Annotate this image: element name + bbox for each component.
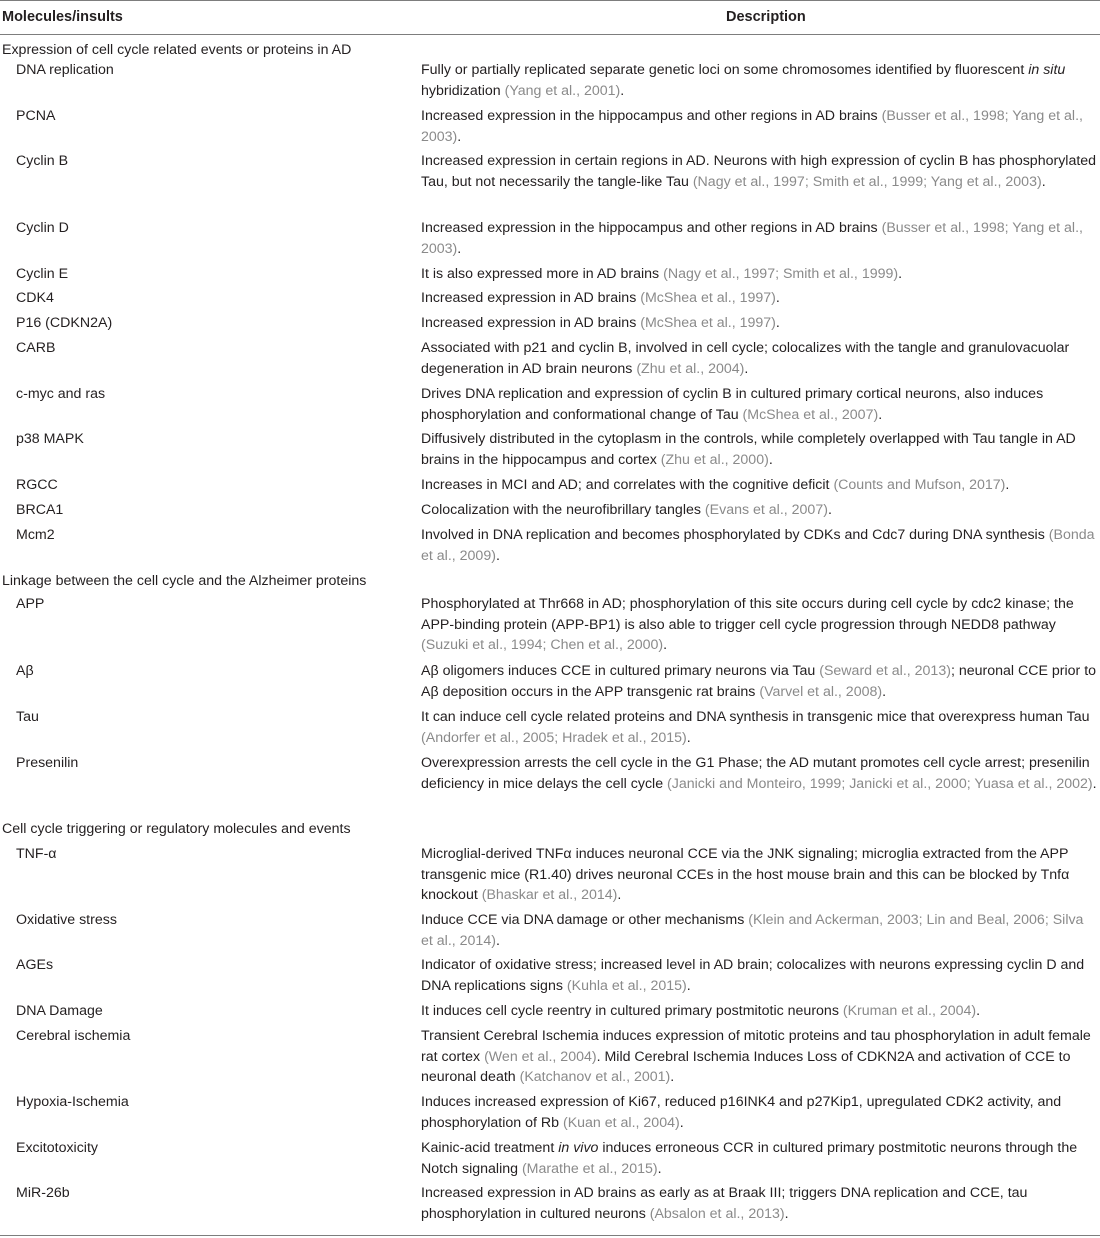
molecule-name: Cyclin E — [16, 266, 69, 282]
citation: (Nagy et al., 1997; Smith et al., 1999) — [663, 266, 899, 282]
description-text: Increased expression in AD brains — [421, 290, 641, 306]
description-text: Transient Cerebral Ischemia induces expression of mitotic proteins and tau phosphorylation in adult female rat cortex — [421, 1028, 1091, 1065]
description-text: . — [620, 82, 625, 99]
citation: (Marathe et al., 2015) — [521, 1160, 658, 1177]
description-text: . — [679, 1114, 684, 1131]
citation: (Busser et al., 1998; Yang et al., 2003) — [421, 108, 1083, 145]
description-cell — [421, 594, 1098, 656]
citation: (Andorfer et al., 2005; Hradek et al., 2015) — [421, 729, 687, 746]
molecule-name: Presenilin — [16, 755, 79, 771]
description-text: . — [617, 887, 622, 904]
description-text: . — [882, 683, 887, 700]
description-text: in situ — [1028, 62, 1066, 78]
description-text: Phosphorylated at Thr668 in AD; phosphorylation of this site occurs during cell cycle by cdc2 kinase; the APP-binding protein (APP-BP1) is also able to trigger cell cycle progression through NEDD8 pathway — [421, 596, 1074, 633]
description-text: . — [775, 290, 780, 306]
description-text: Associated with p21 and cyclin B, involved in cell cycle; colocalizes with the tangle and granulovacuolar degeneration in AD brain neurons — [421, 340, 1070, 377]
citation: (McShea et al., 1997) — [640, 315, 776, 331]
description-cell — [421, 475, 1098, 496]
column-header-molecules: Molecules/insults — [2, 9, 123, 25]
citation: (Kuan et al., 2004) — [562, 1114, 680, 1131]
molecule-name: MiR-26b — [16, 1185, 70, 1201]
citation: (Nagy et al., 1997; Smith et al., 1999; Yang et al., 2003) — [692, 173, 1042, 190]
molecule-name: RGCC — [16, 477, 58, 493]
description-text: It induces cell cycle reentry in cultured primary postmitotic neurons — [421, 1003, 843, 1019]
description-text: Involved in DNA replication and becomes phosphorylated by CDKs and Cdc7 during DNA synthesis — [421, 527, 1049, 543]
citation: (Evans et al., 2007) — [704, 502, 828, 518]
description-text: . — [768, 451, 773, 468]
molecule-name: p38 MAPK — [16, 431, 84, 447]
description-cell — [421, 313, 1098, 334]
citation: (Absalon et al., 2013) — [649, 1205, 785, 1222]
description-cell — [421, 338, 1098, 379]
description-cell — [421, 844, 1098, 906]
molecule-name: Mcm2 — [16, 527, 55, 543]
description-text: . — [457, 240, 462, 257]
description-text: in vivo — [558, 1140, 599, 1156]
molecule-name: APP — [16, 596, 45, 612]
citation: (Bhaskar et al., 2014) — [481, 887, 618, 904]
citation: (Klein and Ackerman, 2003; Lin and Beal, 2006; Silva et al., 2014) — [421, 912, 1084, 949]
description-cell — [421, 151, 1098, 192]
section-heading: Cell cycle triggering or regulatory molecules and events — [2, 821, 351, 837]
molecule-name: Cyclin B — [16, 153, 69, 169]
citation: (Varvel et al., 2008) — [759, 683, 883, 700]
description-text: ; neuronal CCE prior to Aβ deposition occurs in the APP transgenic rat brains — [421, 663, 1097, 700]
description-text: It can induce cell cycle related proteins and DNA synthesis in transgenic mice that overexpress human Tau — [421, 709, 1090, 725]
citation: (Wen et al., 2004) — [484, 1048, 597, 1065]
description-cell — [421, 1001, 1098, 1022]
citation: (Katchanov et al., 2001) — [519, 1069, 671, 1086]
description-text: . — [495, 932, 500, 949]
molecule-name: TNF-α — [16, 846, 57, 862]
description-cell — [421, 707, 1098, 748]
description-text: induces erroneous CCR in cultured primary postmitotic neurons through the Notch signaling — [421, 1140, 1078, 1177]
molecule-name: Oxidative stress — [16, 912, 117, 928]
description-text: Increases in MCI and AD; and correlates with the cognitive deficit — [421, 477, 834, 493]
citation: (Yang et al., 2001) — [504, 82, 621, 99]
citation: (Zhu et al., 2004) — [636, 360, 745, 377]
description-text: Overexpression arrests the cell cycle in the G1 Phase; the AD mutant promotes cell cycle arrest; presenilin deficiency in mice delays the cell cycle — [421, 755, 1090, 792]
section-heading: Linkage between the cell cycle and the Alzheimer proteins — [2, 573, 367, 589]
description-text: . Mild Cerebral Ischemia Induces Loss of CDKN2A and activation of CCE to neuronal death — [421, 1048, 1071, 1086]
molecule-name: Aβ — [16, 663, 34, 679]
description-text: Increased expression in certain regions in AD. Neurons with high expression of cyclin B has phosphorylated Tau, but not necessarily the tangle-like Tau — [421, 153, 1097, 190]
column-header-description: Description — [726, 9, 806, 25]
description-cell — [421, 1138, 1098, 1179]
citation: (Suzuki et al., 1994; Chen et al., 2000) — [421, 637, 664, 654]
description-text: Diffusively distributed in the cytoplasm in the controls, while completely overlapped with Tau tangle in AD brains in the hippocampus and cortex — [421, 431, 1076, 468]
molecule-name: CDK4 — [16, 290, 54, 306]
molecule-name: Cyclin D — [16, 220, 69, 236]
molecule-name: DNA replication — [16, 62, 114, 78]
description-text: Increased expression in AD brains — [421, 315, 641, 331]
description-text: Microglial-derived TNFα induces neuronal CCE via the JNK signaling; microglia extracted from the APP transgenic mice (R1.40) drives neuronal CCEs in the host mouse brain and this can be blocked by Tnfα knockout — [421, 846, 1070, 904]
molecule-name: Tau — [16, 709, 39, 725]
description-text: . — [495, 547, 500, 564]
description-cell — [421, 429, 1098, 470]
description-text: . — [686, 729, 691, 746]
description-text: Indicator of oxidative stress; increased level in AD brain; colocalizes with neurons expressing cyclin D and DNA replications signs — [421, 957, 1085, 994]
description-text: Colocalization with the neurofibrillary tangles — [421, 502, 705, 518]
description-cell — [421, 525, 1098, 566]
description-cell — [421, 60, 1098, 101]
molecule-name: Excitotoxicity — [16, 1140, 98, 1156]
citation: (Counts and Mufson, 2017) — [833, 477, 1006, 493]
top-rule — [0, 0, 1100, 1]
description-cell — [421, 910, 1098, 951]
description-cell — [421, 1026, 1098, 1088]
description-cell — [421, 955, 1098, 996]
description-text: . — [670, 1069, 675, 1086]
description-cell — [421, 1092, 1098, 1133]
description-text: . — [976, 1003, 981, 1019]
description-cell — [421, 500, 1098, 521]
description-text: . — [1041, 173, 1046, 190]
description-cell — [421, 753, 1098, 794]
citation: (McShea et al., 1997) — [640, 290, 776, 306]
citation: (Zhu et al., 2000) — [660, 451, 769, 468]
bottom-rule — [0, 1235, 1100, 1236]
molecule-name: BRCA1 — [16, 502, 64, 518]
description-text: Induces increased expression of Ki67, reduced p16INK4 and p27Kip1, upregulated CDK2 activity, and phosphorylation of Rb — [421, 1094, 1062, 1131]
molecule-name: P16 (CDKN2A) — [16, 315, 113, 331]
description-cell — [421, 1183, 1098, 1224]
description-text: . — [657, 1160, 662, 1177]
description-cell — [421, 288, 1098, 309]
citation: (Janicki and Monteiro, 1999; Janicki et al., 2000; Yuasa et al., 2002) — [667, 775, 1093, 792]
description-text: Kainic-acid treatment — [421, 1140, 559, 1156]
description-text: . — [1005, 477, 1010, 493]
description-text: . — [457, 128, 462, 145]
description-text: Increased expression in the hippocampus and other regions in AD brains — [421, 108, 882, 124]
description-cell — [421, 264, 1098, 285]
description-text: . — [686, 977, 691, 994]
header-rule — [0, 34, 1100, 35]
molecule-name: Hypoxia-Ischemia — [16, 1094, 129, 1110]
description-text: . — [1092, 775, 1097, 792]
molecule-name: c-myc and ras — [16, 386, 106, 402]
description-text: Drives DNA replication and expression of cyclin B in cultured primary cortical neurons, also induces phosphorylation and conformational change of Tau — [421, 386, 1044, 423]
citation: (Busser et al., 1998; Yang et al., 2003) — [421, 220, 1083, 257]
citation: (Kruman et al., 2004) — [842, 1003, 977, 1019]
description-text: Aβ oligomers induces CCE in cultured primary neurons via Tau — [421, 663, 820, 679]
description-text: . — [775, 315, 780, 331]
description-cell — [421, 218, 1098, 259]
molecule-name: DNA Damage — [16, 1003, 103, 1019]
citation: (McShea et al., 2007) — [742, 406, 879, 423]
description-text: . — [898, 266, 903, 282]
citation: (Bonda et al., 2009) — [421, 527, 1095, 564]
description-text: . — [663, 637, 668, 654]
description-text: . — [784, 1205, 789, 1222]
molecule-name: CARB — [16, 340, 56, 356]
section-heading: Expression of cell cycle related events or proteins in AD — [2, 42, 352, 58]
citation: (Kuhla et al., 2015) — [566, 977, 687, 994]
citation: (Seward et al., 2013) — [819, 663, 951, 679]
description-text: Increased expression in the hippocampus and other regions in AD brains — [421, 220, 882, 236]
description-cell — [421, 106, 1098, 147]
molecule-name: PCNA — [16, 108, 56, 124]
molecule-name: AGEs — [16, 957, 54, 973]
description-text: It is also expressed more in AD brains — [421, 266, 664, 282]
description-text: . — [878, 406, 883, 423]
description-text: . — [744, 360, 749, 377]
description-cell — [421, 661, 1098, 702]
description-text: hybridization — [421, 82, 505, 99]
description-text: . — [827, 502, 832, 518]
description-cell — [421, 384, 1098, 425]
description-text: Induce CCE via DNA damage or other mechanisms — [421, 912, 749, 928]
description-text: Increased expression in AD brains as early as at Braak III; triggers DNA replication and CCE, tau phosphorylation in cultured neurons — [421, 1185, 1028, 1222]
description-text: Fully or partially replicated separate genetic loci on some chromosomes identified by fluorescent — [421, 62, 1029, 78]
molecule-name: Cerebral ischemia — [16, 1028, 131, 1044]
